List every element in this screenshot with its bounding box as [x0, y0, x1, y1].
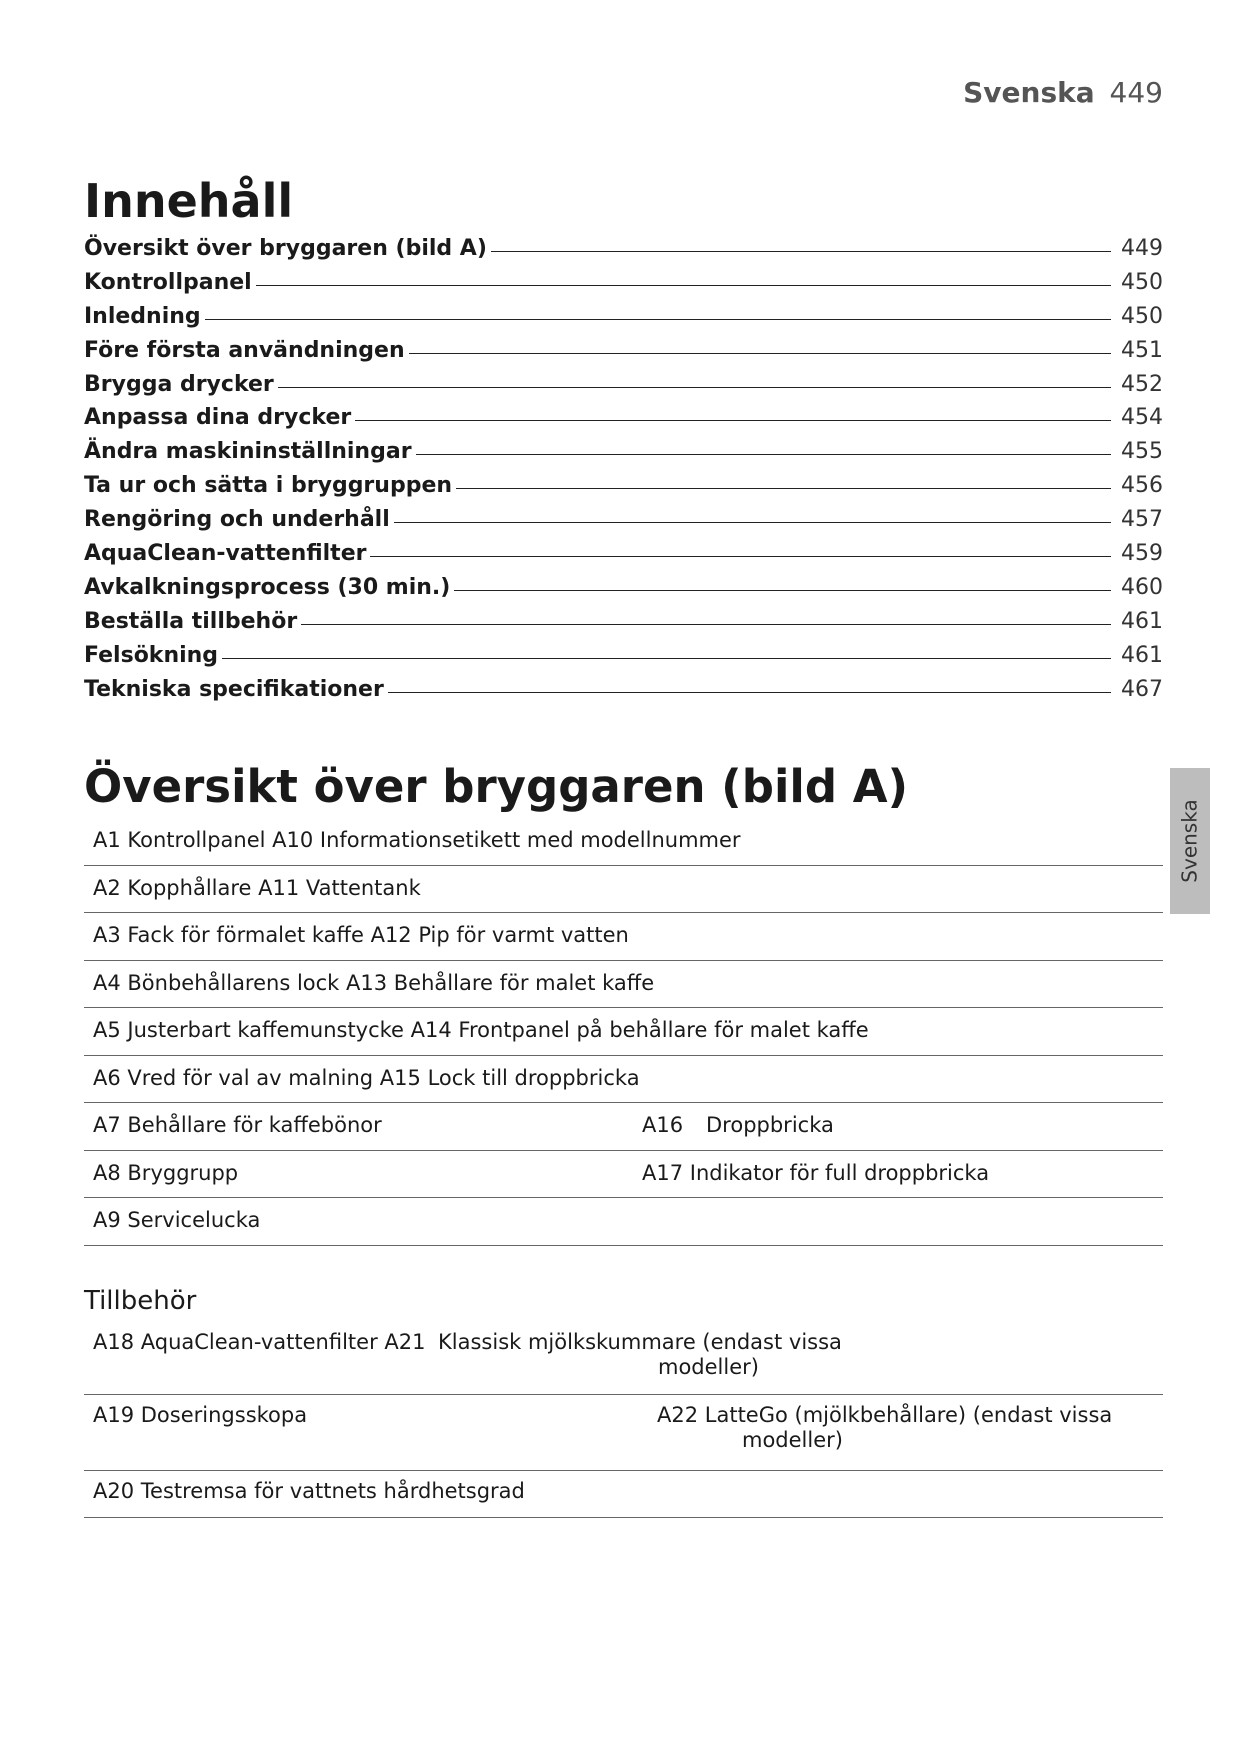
- toc-leader: [454, 590, 1111, 591]
- toc-leader: [256, 285, 1111, 286]
- toc-entry-page: 457: [1121, 507, 1163, 533]
- accessory-label: A22 LatteGo (mjölkbehållare) (endast vissa: [657, 1403, 1113, 1427]
- toc-entry-page: 449: [1121, 236, 1163, 261]
- toc-entry-page: 455: [1121, 439, 1163, 465]
- toc-entry-label: Ändra maskininställningar: [84, 439, 412, 465]
- accessory-label: A20 Testremsa för vattnets hårdhetsgrad: [93, 1479, 525, 1503]
- accessory-label: A18 AquaClean-vattenfilter A21: [93, 1330, 426, 1354]
- toc-entry[interactable]: [84, 304, 1163, 338]
- toc-entry[interactable]: [84, 575, 1163, 609]
- toc-leader: [491, 251, 1111, 252]
- toc-entry[interactable]: [84, 405, 1163, 439]
- toc-entry-label: Ta ur och sätta i bryggruppen: [84, 473, 453, 499]
- accessories-title: Tillbehör: [84, 1286, 197, 1316]
- page-number: 449: [1109, 76, 1163, 109]
- language-side-tab: [1170, 768, 1210, 914]
- table-row: [84, 1103, 1163, 1151]
- accessory-label: Klassisk mjölkskummare (endast vissa: [438, 1330, 842, 1354]
- accessory-label-continued: modeller): [658, 1355, 759, 1379]
- toc-entry-label: Anpassa dina drycker: [84, 405, 352, 431]
- toc-entry[interactable]: [84, 473, 1163, 507]
- toc-entry-page: 459: [1121, 541, 1163, 567]
- toc-entry[interactable]: [84, 270, 1163, 304]
- table-row: [84, 1395, 1163, 1471]
- part-label: A9 Servicelucka: [93, 1208, 261, 1232]
- toc-leader: [222, 658, 1111, 659]
- toc-entry[interactable]: [84, 236, 1163, 270]
- toc-entry-label: Felsökning: [84, 642, 219, 668]
- toc-entry[interactable]: [84, 507, 1163, 541]
- toc-entry[interactable]: [84, 372, 1163, 406]
- toc-entry-label: Tekniska specifikationer: [84, 676, 384, 702]
- part-label: A7 Behållare för kaffebönor: [93, 1113, 382, 1137]
- page-header: [963, 76, 1163, 109]
- toc-entry-label: Brygga drycker: [84, 371, 274, 397]
- part-code: A16: [642, 1113, 684, 1137]
- toc-entry-page: 451: [1121, 337, 1163, 363]
- toc-entry-page: 450: [1121, 303, 1163, 329]
- table-row: [84, 1198, 1163, 1246]
- toc-entry[interactable]: [84, 643, 1163, 677]
- toc-leader: [416, 454, 1111, 455]
- table-row: [84, 1008, 1163, 1056]
- table-of-contents: [84, 236, 1163, 710]
- toc-leader: [278, 387, 1111, 388]
- accessory-label-continued: modeller): [742, 1428, 843, 1452]
- overview-title: Översikt över bryggaren (bild A): [84, 760, 909, 813]
- language-label: Svenska: [963, 76, 1095, 109]
- table-row: [84, 1056, 1163, 1104]
- toc-leader: [394, 522, 1111, 523]
- toc-entry-label: Inledning: [84, 303, 201, 329]
- toc-entry-page: 456: [1121, 473, 1163, 499]
- accessory-label: A19 Doseringsskopa: [93, 1403, 308, 1427]
- part-label: A5 Justerbart kaffemunstycke A14 Frontpanel på behållare för malet kaffe: [93, 1018, 869, 1042]
- part-label: A4 Bönbehållarens lock A13 Behållare för malet kaffe: [93, 970, 655, 995]
- toc-entry-label: Översikt över bryggaren (bild A): [84, 236, 487, 261]
- part-label: A2 Kopphållare A11 Vattentank: [93, 875, 421, 900]
- part-label: A8 Bryggrupp: [93, 1160, 239, 1185]
- toc-leader: [205, 319, 1111, 320]
- toc-entry-page: 450: [1121, 269, 1163, 295]
- part-label: A17 Indikator för full droppbricka: [642, 1160, 990, 1185]
- toc-entry[interactable]: [84, 677, 1163, 711]
- table-row: [84, 818, 1163, 866]
- toc-leader: [456, 488, 1111, 489]
- toc-entry-page: 460: [1121, 574, 1163, 600]
- part-label: A6 Vred för val av malning A15 Lock till droppbricka: [93, 1065, 640, 1090]
- toc-leader: [370, 556, 1111, 557]
- toc-entry-label: Avkalkningsprocess (30 min.): [84, 574, 451, 600]
- toc-entry-label: Före första användningen: [84, 337, 405, 363]
- toc-entry-page: 461: [1121, 608, 1163, 634]
- toc-entry[interactable]: [84, 338, 1163, 372]
- toc-entry[interactable]: [84, 609, 1163, 643]
- side-tab-label: Svenska: [1178, 799, 1203, 883]
- overview-table: [84, 818, 1163, 1246]
- part-label: A3 Fack för förmalet kaffe A12 Pip för varmt vatten: [93, 923, 629, 947]
- toc-leader: [355, 420, 1111, 421]
- toc-entry-page: 454: [1121, 405, 1163, 431]
- toc-entry[interactable]: [84, 541, 1163, 575]
- table-row: [84, 961, 1163, 1009]
- toc-title: Innehåll: [84, 174, 294, 228]
- toc-leader: [301, 624, 1111, 625]
- part-label: A1 Kontrollpanel A10 Informationsetikett med modellnummer: [93, 828, 741, 852]
- toc-leader: [409, 353, 1111, 354]
- table-row: [84, 1471, 1163, 1518]
- table-row: [84, 1322, 1163, 1395]
- toc-entry-page: 452: [1121, 371, 1163, 397]
- toc-entry-page: 467: [1121, 676, 1163, 702]
- toc-entry-label: Rengöring och underhåll: [84, 507, 390, 533]
- part-label: Droppbricka: [706, 1113, 834, 1137]
- toc-entry-label: AquaClean-vattenfilter: [84, 541, 367, 567]
- table-row: [84, 913, 1163, 961]
- accessories-table: [84, 1322, 1163, 1518]
- toc-leader: [388, 692, 1111, 693]
- toc-entry-label: Kontrollpanel: [84, 269, 252, 295]
- toc-entry-label: Beställa tillbehör: [84, 608, 298, 634]
- toc-entry[interactable]: [84, 439, 1163, 473]
- table-row: [84, 866, 1163, 914]
- toc-entry-page: 461: [1121, 642, 1163, 668]
- table-row: [84, 1151, 1163, 1199]
